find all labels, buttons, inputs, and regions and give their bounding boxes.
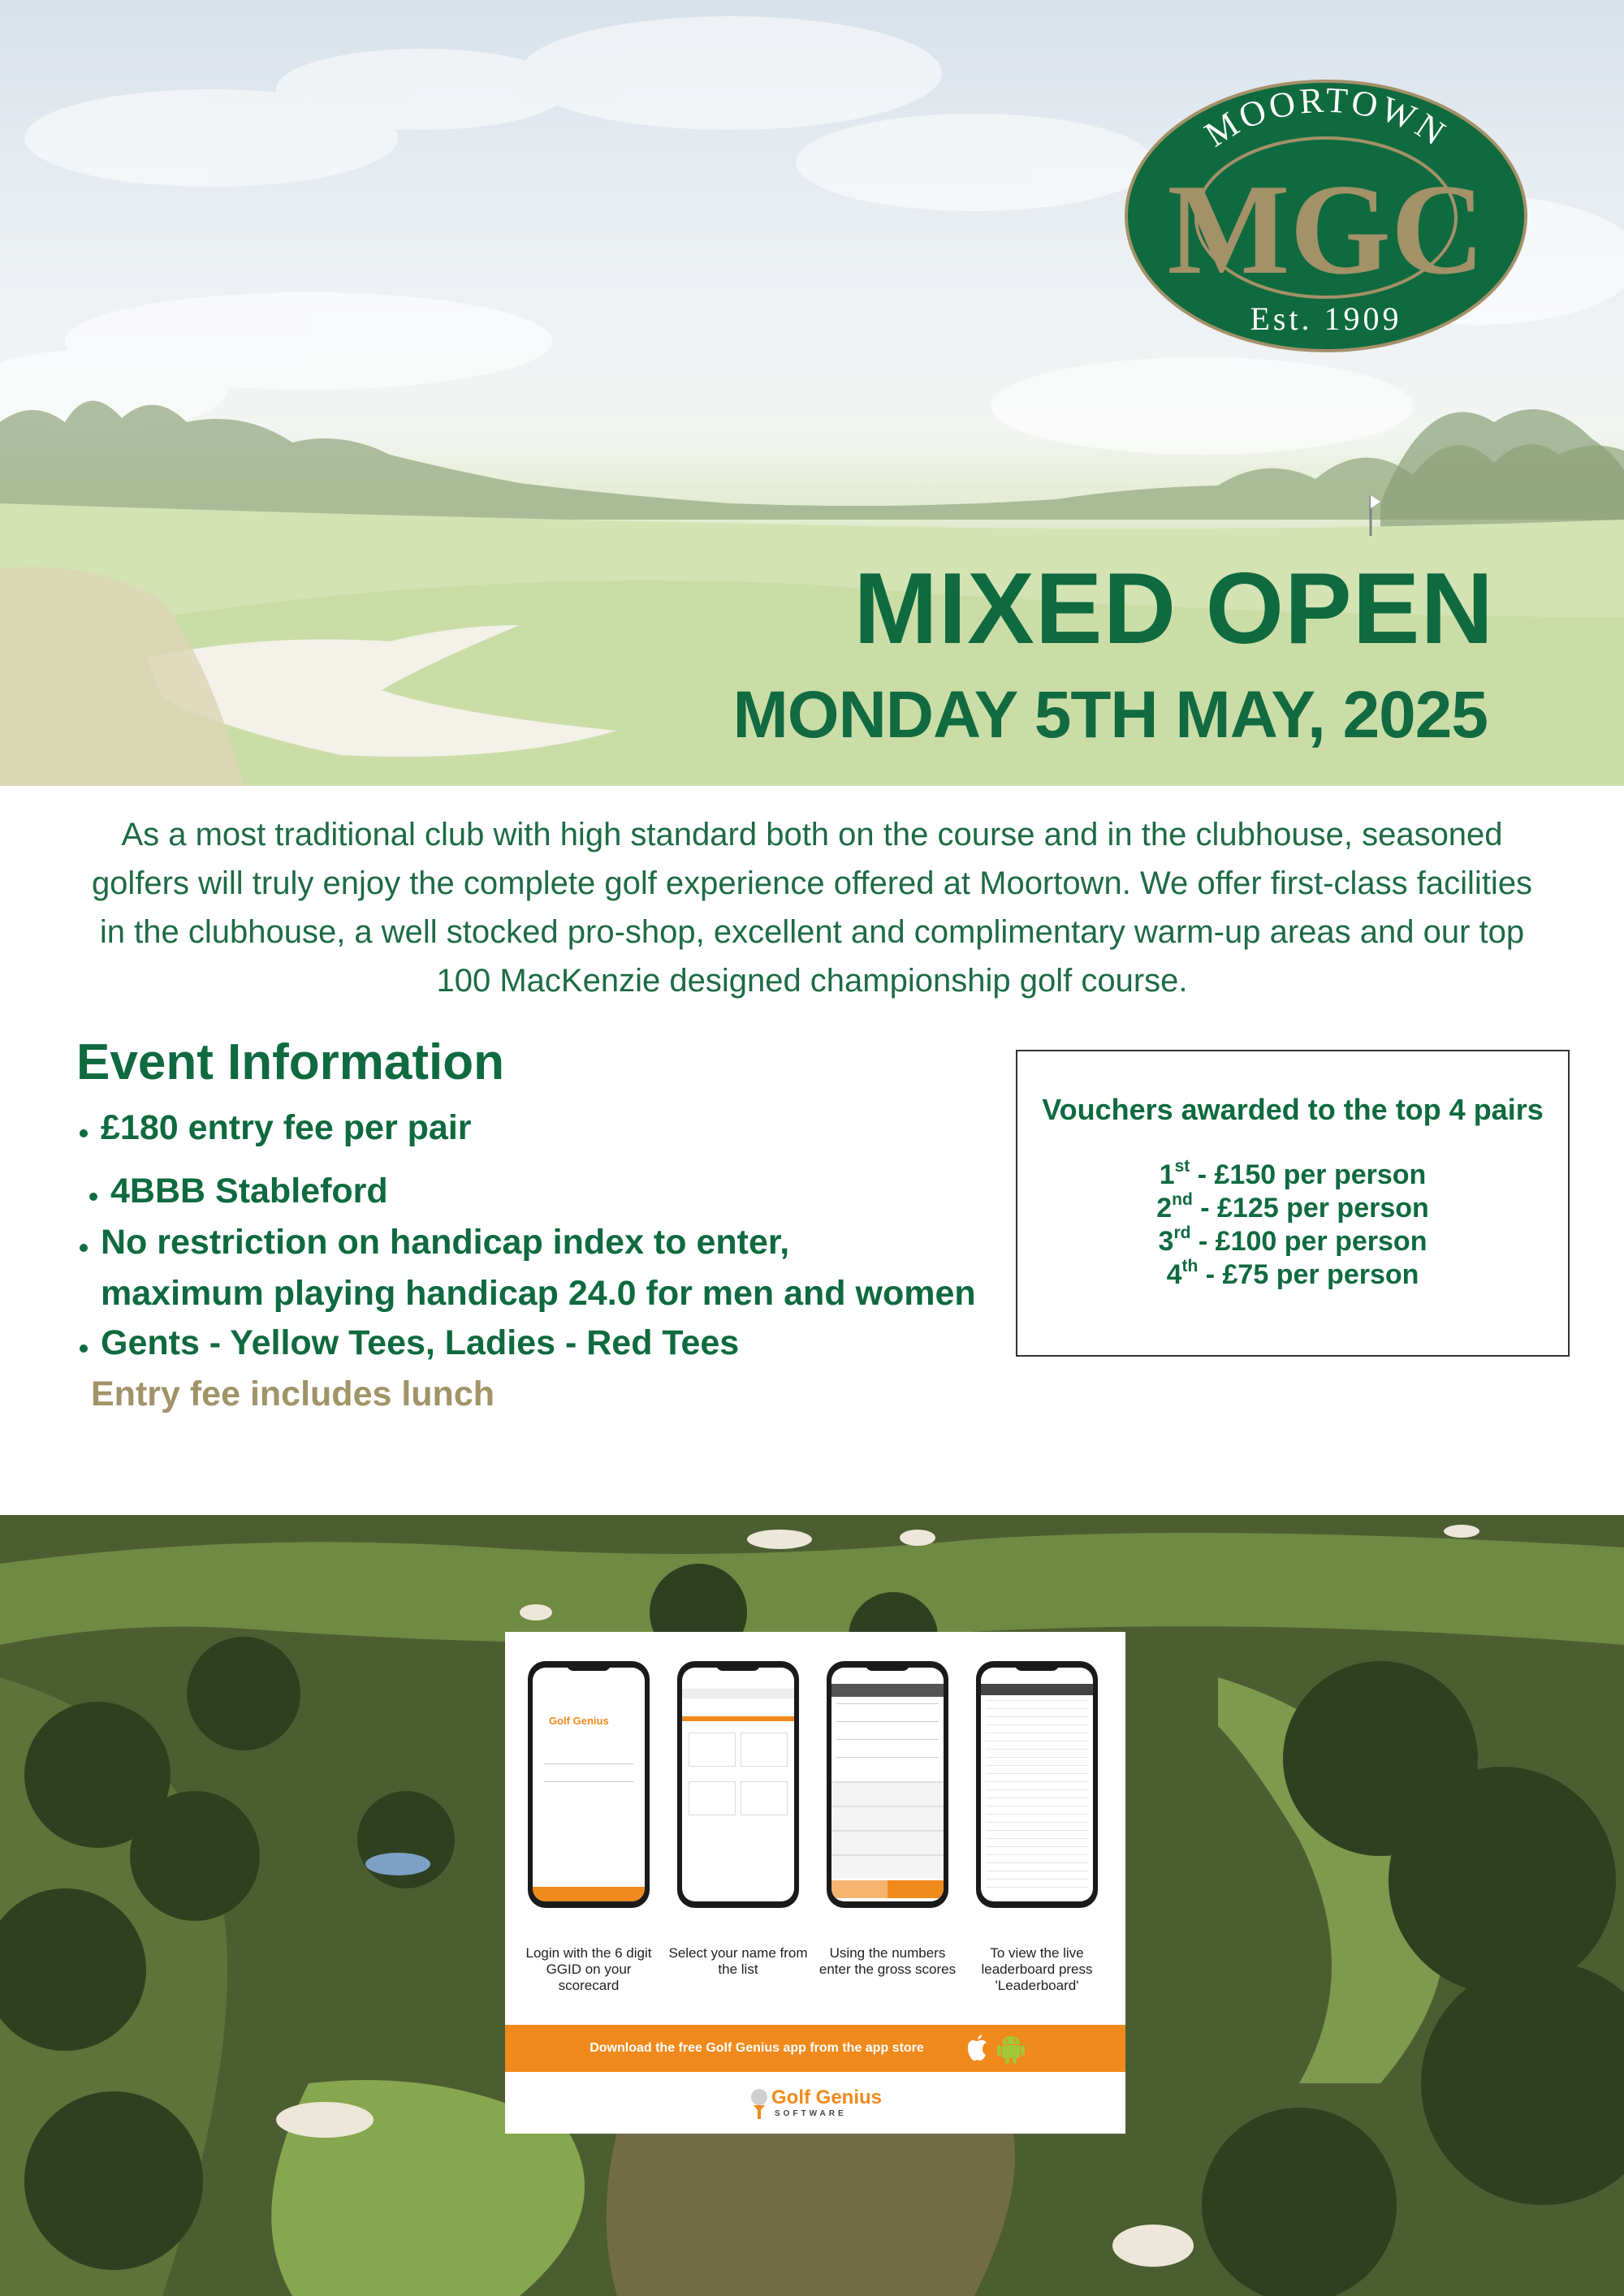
prize-item — [1017, 1225, 1568, 1258]
bullet-dot-icon — [80, 1129, 88, 1137]
golf-genius-logo — [749, 2087, 903, 2124]
bullet-handicap — [80, 1220, 789, 1264]
prize-text: - £150 per person — [1190, 1159, 1427, 1190]
download-banner[interactable] — [505, 2025, 1125, 2072]
phone-enter-scores-screen — [827, 1661, 948, 1908]
prize-place: 4 — [1166, 1259, 1182, 1290]
android-icon[interactable] — [997, 2035, 1025, 2064]
prize-suffix: nd — [1172, 1189, 1193, 1209]
event-title: MIXED OPEN — [853, 553, 1494, 665]
logo-established: Est. 1909 — [1250, 300, 1402, 337]
logo-monogram: MGC — [1167, 157, 1485, 301]
voucher-heading: Vouchers awarded to the top 4 pairs — [1042, 1093, 1544, 1126]
bullet-text: Gents - Yellow Tees, Ladies - Red Tees — [101, 1323, 740, 1362]
bullet-dot-icon — [80, 1244, 88, 1252]
golf-genius-card — [505, 1632, 1125, 2134]
prize-text: - £75 per person — [1198, 1259, 1419, 1290]
prize-suffix: th — [1181, 1256, 1199, 1275]
event-information-heading: Event Information — [76, 1034, 505, 1090]
intro-paragraph: As a most traditional club with high standard both on the course and in the clubhouse, seasoned golfers will truly enjoy the complete golf experience offered at Moortown. We offer first-class facilities in the clubhouse, a well stocked pro-shop, excellent and complimentary warm-up areas and our top 100 MacKenzie designed championship golf course. — [91, 817, 1533, 999]
logo-name: MOORTOWN — [1198, 80, 1455, 155]
golf-genius-subtitle: SOFTWARE — [775, 2109, 847, 2118]
bullet-tees — [80, 1321, 739, 1365]
bullet-dot-icon — [80, 1344, 88, 1353]
golf-tee-icon — [749, 2088, 770, 2121]
phone-login-screen — [528, 1661, 650, 1908]
phone-logo-text: Golf Genius — [549, 1715, 609, 1727]
prize-place: 1 — [1159, 1159, 1175, 1190]
step-caption-login: Login with the 6 digit GGID on your scorecard — [525, 1945, 652, 1993]
moortown-logo — [1125, 80, 1527, 352]
bullet-format — [89, 1169, 388, 1213]
lunch-note: Entry fee includes lunch — [91, 1375, 495, 1413]
prize-suffix: st — [1174, 1156, 1190, 1176]
prize-item — [1017, 1258, 1568, 1292]
step-caption-enter-scores: Using the numbers enter the gross scores — [818, 1945, 957, 1977]
bullet-dot-icon — [89, 1193, 97, 1201]
prize-text: - £100 per person — [1190, 1226, 1427, 1257]
bullet-entry-fee — [80, 1106, 472, 1150]
prize-place: 3 — [1158, 1226, 1174, 1257]
prize-place: 2 — [1156, 1193, 1173, 1224]
bullet-text: £180 entry fee per pair — [101, 1108, 472, 1147]
bullet-text: 4BBB Stableford — [110, 1172, 388, 1211]
phone-leaderboard-screen — [976, 1661, 1098, 1908]
step-caption-leaderboard: To view the live leaderboard press 'Leaderboard' — [981, 1945, 1093, 1993]
voucher-box — [1016, 1050, 1570, 1357]
prize-item — [1017, 1156, 1568, 1192]
bullet-text: No restriction on handicap index to enter, — [101, 1223, 790, 1262]
prize-list — [1017, 1156, 1568, 1292]
apple-icon[interactable] — [965, 2035, 991, 2062]
bullet-handicap-continued: maximum playing handicap 24.0 for men and women — [101, 1274, 976, 1313]
golf-genius-name: Golf Genius — [771, 2087, 883, 2108]
download-text: Download the free Golf Genius app from the app store — [590, 2041, 924, 2055]
prize-text: - £125 per person — [1192, 1193, 1429, 1224]
prize-suffix: rd — [1173, 1223, 1191, 1242]
step-caption-select-name: Select your name from the list — [668, 1945, 808, 1977]
prize-item — [1017, 1189, 1568, 1225]
phone-select-name-screen — [677, 1661, 799, 1908]
event-date: MONDAY 5TH MAY, 2025 — [732, 678, 1488, 752]
